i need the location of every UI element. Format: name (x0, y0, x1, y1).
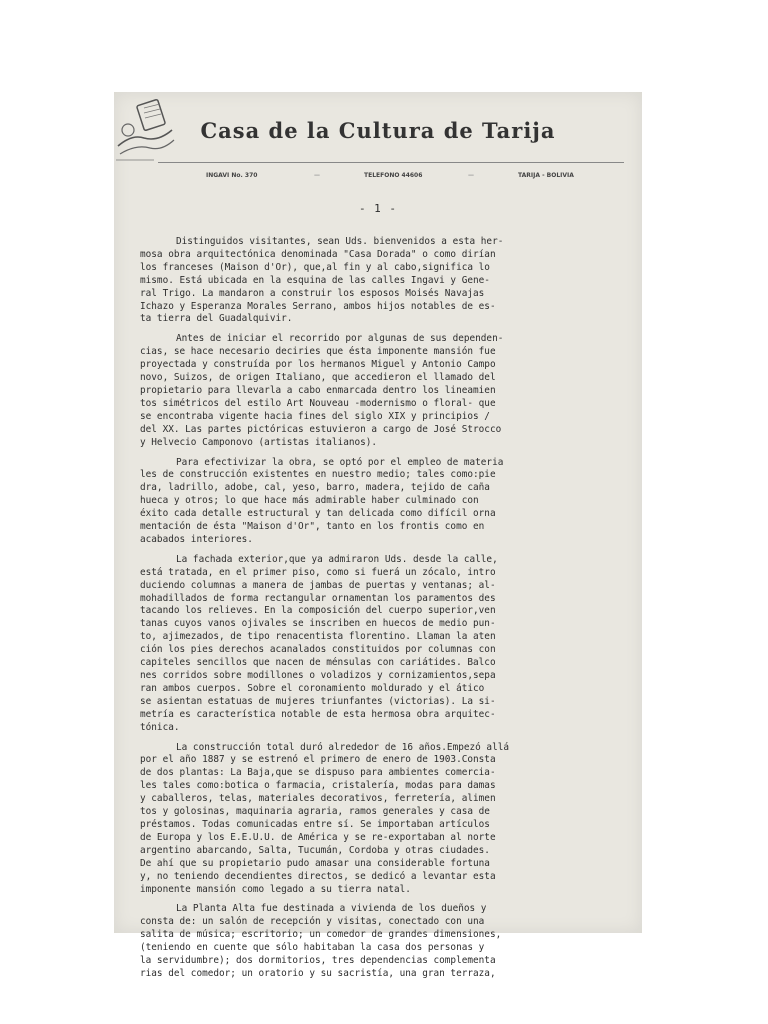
text-line: (teniendo en cuente que sólo habitaban la casa dos personas y (140, 942, 485, 954)
text-line: Para efectivizar la obra, se optó por el empleo de materia (176, 456, 504, 468)
text-line: los franceses (Maison d'Or), que,al fin y al cabo,significa lo (140, 261, 490, 273)
text-line: por el año 1887 y se estrenó el primero de enero de 1903.Consta (140, 754, 496, 766)
text-line: y caballeros, telas, materiales decorativos, ferretería, alimen (140, 793, 496, 805)
text-line: Distinguidos visitantes, sean Uds. bienvenidos a esta her- (176, 236, 504, 247)
text-line: del XX. Las partes pictóricas estuvieron a cargo de José Strocco (140, 423, 502, 435)
text-line: ral Trigo. La mandaron a construir los esposos Moisés Navajas (140, 287, 485, 299)
text-line: mentación de ésta "Maison d'Or", tanto en los frontis como en (140, 521, 485, 533)
text-line: la servidumbre); dos dormitorios, tres dependencias complementa (140, 955, 496, 967)
text-line: La fachada exterior,que ya admiraron Uds. desde la calle, (176, 553, 498, 565)
text-line: éxito cada detalle estructural y tan delicada como difícil orna (140, 508, 496, 520)
text-line: Ichazo y Esperanza Morales Serrano, ambos hijos notables de es- (140, 300, 496, 312)
text-line: está tratada, en el primer piso, como si fuerá un zócalo, intro (140, 566, 496, 578)
text-line: duciendo columnas a manera de jambas de puertas y ventanas; al- (140, 579, 496, 591)
text-line: les tales como:botica o farmacia, cristalería, modas para damas (140, 780, 496, 792)
location-text: TARIJA - BOLIVIA (518, 172, 574, 179)
paragraph (140, 554, 614, 735)
text-line: consta de: un salón de recepción y visitas, conectado con una (140, 916, 485, 928)
text-line: tacando los relieves. En la composición del cuerpo superior,ven (140, 605, 496, 617)
text-line: y Helvecio Camponovo (artistas italianos). (140, 436, 378, 448)
text-line: rias del comedor; un oratorio y su sacristía, una gran terraza, (140, 967, 496, 979)
text-line: metría es característica notable de esta hermosa obra arquitec- (140, 708, 496, 720)
text-line: tanas cuyos vanos ojivales se inscriben en huecos de medio pun- (140, 618, 496, 630)
text-line: De ahí que su propietario pudo amasar una considerable fortuna (140, 857, 490, 869)
text-line: mohadillados de forma rectangular ornamentan los paramentos des (140, 592, 496, 604)
text-line: dra, ladrillo, adobe, cal, yeso, barro, madera, tejido de caña (140, 482, 490, 494)
text-line: se asientan estatuas de mujeres triunfantes (victorias). La si- (140, 695, 496, 707)
address-text: INGAVI No. 370 (206, 172, 258, 179)
text-line: cias, se hace necesario deciries que ésta imponente mansión fue (140, 346, 496, 358)
text-line: mismo. Está ubicada en la esquina de las calles Ingavi y Gene- (140, 274, 490, 286)
text-line: salita de música; escritorio; un comedor de grandes dimensiones, (140, 929, 502, 941)
text-line: Antes de iniciar el recorrido por algunas de sus dependen- (176, 333, 504, 345)
text-line: to, ajimezados, de tipo renacentista florentino. Llaman la aten (140, 631, 496, 643)
paragraph (140, 742, 614, 897)
text-line: ran ambos cuerpos. Sobre el coronamiento moldurado y el ático (140, 682, 485, 694)
paragraph (140, 457, 614, 547)
text-line: La Planta Alta fue destinada a vivienda de los dueños y (176, 903, 487, 915)
letterhead-title: Casa de la Cultura de Tarija (200, 118, 556, 143)
separator: — (314, 172, 320, 179)
phone-text: TELEFONO 44606 (364, 172, 423, 179)
separator: — (468, 172, 474, 179)
text-line: imponente mansión como legado a su tierra natal. (140, 883, 411, 895)
text-line: se encontraba vigente hacia fines del siglo XIX y principios / (140, 410, 490, 422)
text-line: y, no teniendo decendientes directos, se dedicó a levantar esta (140, 870, 496, 882)
text-line: de dos plantas: La Baja,que se dispuso para ambientes comercia- (140, 767, 496, 779)
text-line: proyectada y construída por los hermanos Miguel y Antonio Campo (140, 359, 496, 371)
text-line: La construcción total duró alrededor de 16 años.Empezó allá (176, 741, 510, 753)
document-body (140, 236, 614, 988)
text-line: argentino abarcando, Salta, Tucumán, Cordoba y otras ciudades. (140, 844, 490, 856)
text-line: ción los pies derechos acanalados constituidos por columnas con (140, 644, 496, 656)
text-line: préstamos. Todas comunicadas entre sí. Se importaban artículos (140, 818, 490, 830)
page-number: - 1 - (358, 202, 398, 215)
paragraph (140, 333, 614, 449)
text-line: les de construcción existentes en nuestro medio; tales como:pie (140, 469, 496, 481)
text-line: hueca y otros; lo que hace más admirable haber culminado con (140, 495, 479, 507)
text-line: tos simétricos del estilo Art Nouveau -modernismo o floral- que (140, 397, 496, 409)
text-line: capiteles sencillos que nacen de ménsulas con cariátides. Balco (140, 657, 496, 669)
text-line: nes corridos sobre modillones o voladizos y cornizamientos,sepa (140, 670, 496, 681)
text-line: tos y golosinas, maquinaria agraria, ramos generales y casa de (140, 806, 490, 818)
text-line: tónica. (140, 721, 180, 733)
paragraph (140, 236, 614, 326)
document-photo (114, 92, 642, 979)
text-line: ta tierra del Guadalquivir. (140, 313, 293, 325)
paragraph (140, 903, 614, 980)
text-line: novo, Suizos, de origen Italiano, que accedieron el llamado del (140, 372, 496, 384)
header-divider (158, 162, 624, 163)
text-line: propietario para llevarla a cabo enmarcada dentro los lineamien (140, 384, 496, 396)
text-line: acabados interiores. (140, 533, 253, 545)
text-line: de Europa y los E.E.U.U. de América y se re-exportaban al norte (140, 831, 496, 843)
letterhead-contact-row (114, 170, 642, 184)
text-line: mosa obra arquitectónica denominada "Casa Dorada" o como dirían (140, 248, 496, 260)
